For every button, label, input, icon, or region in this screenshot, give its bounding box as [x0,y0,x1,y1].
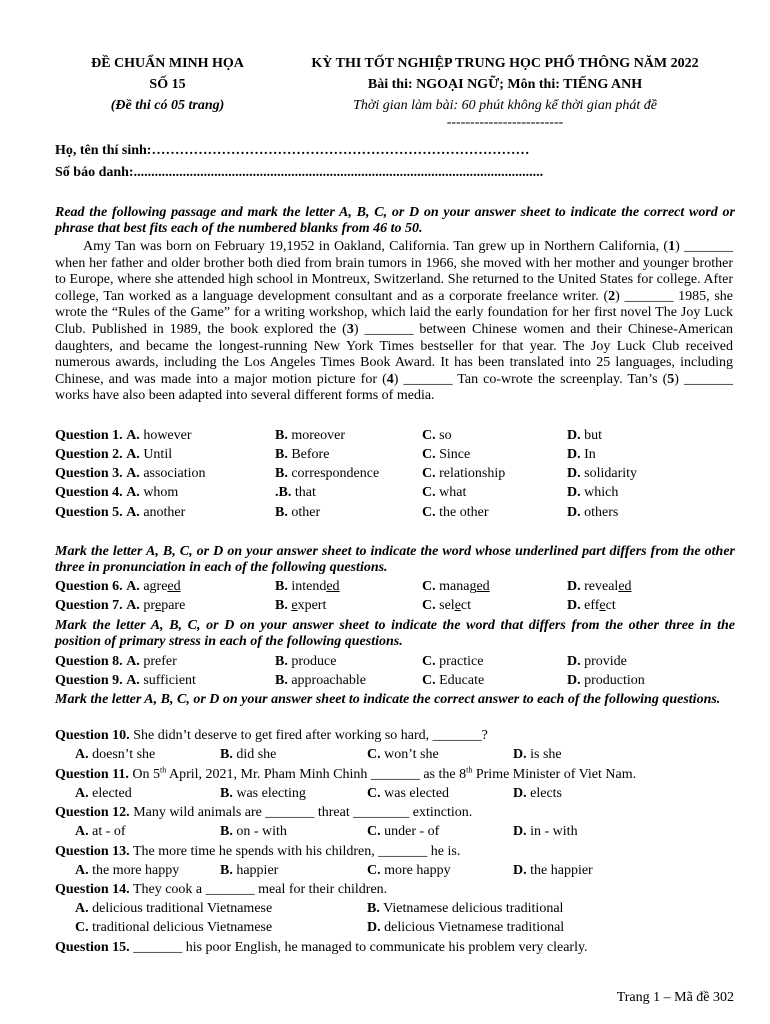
option-d[interactable]: in - with [530,824,578,839]
option-d[interactable] [584,598,616,613]
option-c[interactable]: the other [439,505,489,520]
word-part: agre [143,579,168,594]
option-letter: B. [275,505,288,520]
candidate-id-line: Số báo danh:..................................................................................................................... [55,165,544,180]
option-a[interactable]: another [143,505,186,520]
option-letter: A. [75,747,89,762]
blank-number: 2 [608,288,616,304]
word-part: ct [605,598,616,613]
option-letter: B. [220,824,233,839]
option-c[interactable]: won’t she [384,747,439,762]
option-letter: A. [126,579,140,594]
option-b[interactable]: on - with [236,824,287,839]
option-d[interactable]: production [584,673,645,688]
option-b[interactable]: produce [291,654,337,669]
section1-instruction: Read the following passage and mark the letter A, B, C, or D on your answer sheet to indicate the correct word or phrase that best fits each of the numbered blanks from 46 to 50. [55,205,735,236]
option-b[interactable]: correspondence [291,466,380,481]
question-label: Question 3. [55,466,123,481]
candidate-name-line: Họ, tên thí sinh:……………………………………………………………………… [55,143,530,158]
blank-number: 4 [386,371,394,387]
option-letter: C. [75,920,89,935]
option-a[interactable] [143,579,180,594]
question-label: Question 10. [55,728,130,743]
option-d[interactable]: delicious Vietnamese traditional [384,920,565,935]
underlined-part: e [454,598,461,613]
option-c[interactable]: Educate [439,673,485,688]
underlined-part: e [599,598,606,613]
option-letter: B. [275,447,288,462]
option-b[interactable]: was electing [236,786,306,801]
option-b[interactable]: happier [236,863,279,878]
question-label: Question 15. [55,940,130,955]
option-letter: D. [567,505,581,520]
option-letter: C. [422,579,436,594]
option-letter: C. [422,447,436,462]
underlined-part: ed [618,579,632,594]
option-a[interactable]: association [143,466,206,481]
underlined-part: ed [326,579,340,594]
blank-number: 3 [346,321,354,337]
option-c[interactable]: was elected [384,786,450,801]
exam-number: SỐ 15 [149,77,186,92]
option-c[interactable]: so [439,428,452,443]
question-text: She didn’t deserve to get fired after working so hard, _______? [133,728,488,743]
option-letter: C. [422,466,436,481]
option-letter: D. [367,920,381,935]
option-letter: B. [275,466,288,481]
option-letter: A. [75,901,89,916]
question-label: Question 7. [55,598,123,613]
underlined-part: e [154,598,162,613]
option-b[interactable] [291,598,326,613]
section2-instruction: Mark the letter A, B, C, or D on your answer sheet to indicate the word whose underlined part differs from the other three in pronunciation in each of the following questions. [55,544,735,575]
option-b[interactable] [291,579,339,594]
word-part: pr [143,598,155,613]
option-letter: C. [422,505,436,520]
option-letter: C. [367,824,381,839]
option-b[interactable]: Vietnamese delicious traditional [383,901,564,916]
question-text: The more time he spends with his children, _______ he is. [132,844,461,859]
page-count-note: (Đề thi có 05 trang) [110,98,225,113]
option-letter: D. [513,863,527,878]
question-text: They cook a _______ meal for their children. [132,882,388,897]
option-a[interactable]: sufficient [143,673,196,688]
option-letter: D. [567,579,581,594]
word-part: manag [439,579,477,594]
question-label: Question 4. [55,485,123,500]
option-letter: B. [275,428,288,443]
option-letter: C. [422,673,436,688]
question-text: Many wild animals are _______ threat ________ extinction. [133,805,473,820]
underlined-part: ed [476,579,490,594]
section4-instruction: Mark the letter A, B, C, or D on your answer sheet to indicate the correct answer to each of the following questions. [55,692,721,707]
underlined-part: e [291,598,298,613]
option-letter: D. [567,598,581,613]
option-letter: C. [367,786,381,801]
header-right [280,53,730,130]
option-c[interactable]: what [439,485,467,500]
option-letter: A. [126,466,140,481]
option-letter: B. [275,598,288,613]
option-letter: B. [220,863,233,878]
question-label: Question 14. [55,882,130,897]
question-label: Question 12. [55,805,130,820]
option-b[interactable]: approachable [291,673,366,688]
option-letter: A. [126,673,140,688]
option-letter: C. [422,485,436,500]
question-label: Question 6. [55,579,123,594]
option-a[interactable]: Until [143,447,173,462]
option-b[interactable]: did she [236,747,277,762]
option-letter: D. [513,786,527,801]
option-b[interactable]: that [294,485,316,500]
option-letter: D. [513,824,527,839]
option-a[interactable]: at - of [92,824,126,839]
option-letter: C. [422,428,436,443]
reading-passage [55,239,733,405]
option-d[interactable]: others [584,505,619,520]
option-letter: A. [126,485,140,500]
question-text: April, 2021, Mr. Pham Minh Chinh _______ as the 8 [169,767,467,782]
option-letter: D. [567,654,581,669]
option-letter: C. [422,654,436,669]
blank-number: 5 [667,371,675,387]
option-a[interactable]: elected [92,786,132,801]
exam-title: ĐỀ CHUẨN MINH HỌA [91,56,244,71]
header-divider: ------------------------- [446,115,564,130]
option-letter: A. [126,654,140,669]
option-letter: C. [367,863,381,878]
exam-name: KỲ THI TỐT NGHIỆP TRUNG HỌC PHỔ THÔNG NĂM 2022 [311,56,699,71]
word-part: reveal [584,579,619,594]
question-label: Question 9. [55,673,123,688]
option-c[interactable]: relationship [439,466,506,481]
option-d[interactable]: elects [530,786,562,801]
underlined-part: ed [167,579,181,594]
option-letter: C. [367,747,381,762]
passage-text: ) _______ when her father and older brother both died from brain tumors in 1966, she moved with her mother and younger brother to Europe, where she attended high school in Montreux, Switzerland. She returned to the United States for college. After college, Tan worked as a language development consultant and as a corporate freelance writer. ( [55,239,733,304]
option-b[interactable]: Before [291,447,330,462]
option-a[interactable]: delicious traditional Vietnamese [92,901,273,916]
page-footer: Trang 1 – Mã đề 302 [616,990,734,1005]
question-text: On 5 [132,767,161,782]
passage-text: Amy Tan was born on February 19,1952 in Oakland, California. Tan grew up in Northern California, ( [83,239,669,254]
option-letter: D. [567,428,581,443]
section3-instruction: Mark the letter A, B, C, or D on your answer sheet to indicate the word that differs from the other three in the position of primary stress in each of the following questions. [55,618,735,649]
word-part: intend [291,579,327,594]
option-letter: B. [367,901,380,916]
option-letter: B. [275,579,288,594]
option-d[interactable]: the happier [530,863,593,878]
option-a[interactable]: whom [143,485,179,500]
option-c[interactable] [439,598,471,613]
option-letter: A. [75,863,89,878]
option-d[interactable]: which [584,485,619,500]
subject: Bài thi: NGOẠI NGỮ; Môn thi: TIẾNG ANH [367,77,643,92]
question-label: Question 8. [55,654,123,669]
option-letter: C. [422,598,436,613]
option-b[interactable]: moreover [291,428,345,443]
option-letter: D. [567,673,581,688]
option-b[interactable]: other [291,505,321,520]
option-letter: B. [220,747,233,762]
option-letter: B. [275,673,288,688]
header-left [55,53,280,116]
word-part: pare [161,598,186,613]
question-text: Prime Minister of Viet Nam. [475,767,637,782]
question-label: Question 5. [55,505,123,520]
question-label: Question 2. [55,447,123,462]
option-letter: D. [513,747,527,762]
blank-number: 1 [668,239,676,254]
option-d[interactable]: but [584,428,603,443]
option-letter: A. [126,505,140,520]
option-c[interactable] [439,579,490,594]
option-d[interactable]: In [584,447,596,462]
option-letter: A. [126,447,140,462]
ordinal-suffix: th [466,765,473,775]
word-part: ct [460,598,472,613]
option-c[interactable]: under - of [384,824,440,839]
option-a[interactable]: the more happy [92,863,180,878]
question-label: Question 11. [55,767,129,782]
time-note: Thời gian làm bài: 60 phút không kể thời gian phát đề [353,98,657,113]
option-c[interactable]: Since [439,447,471,462]
option-letter: D. [567,447,581,462]
option-a[interactable]: prefer [143,654,177,669]
option-letter: A. [126,598,140,613]
option-d[interactable]: solidarity [584,466,638,481]
ordinal-suffix: th [160,765,167,775]
passage-text: ) _______ 1985, she wrote the “Rules of the Game” for a writing workshop, which laid the early foundation for her first novel The Joy Luck Club. Published in 1989, the book explored the ( [55,288,733,337]
option-letter: B. [220,786,233,801]
option-d[interactable]: is she [530,747,562,762]
option-a[interactable]: doesn’t she [92,747,156,762]
question-text: _______ his poor English, he managed to communicate his problem very clearly. [133,940,588,955]
option-letter: .B. [275,485,292,500]
option-letter: A. [75,786,89,801]
word-part: xpert [297,598,327,613]
word-part: sel [439,598,455,613]
option-c[interactable]: practice [439,654,484,669]
option-letter: D. [567,466,581,481]
word-part: eff [584,598,600,613]
option-letter: B. [275,654,288,669]
option-a[interactable] [143,598,185,613]
option-a[interactable]: however [143,428,192,443]
option-c[interactable]: more happy [384,863,451,878]
question-label: Question 13. [55,844,130,859]
passage-text: ) _______ works have also been adapted into several different forms of media. [55,371,733,404]
question-label: Question 1. [55,428,123,443]
option-letter: A. [75,824,89,839]
option-c[interactable]: traditional delicious Vietnamese [92,920,273,935]
passage-text: ) _______ between Chinese women and their Chinese-American daughters, and became the longest-running New York Times bestseller for that year. The Joy Luck Club received numerous awards, including the Los Angeles Times Book Award. It has been translated into 25 languages, including Chinese, and was made into a major motion picture for ( [55,321,733,387]
option-d[interactable]: provide [584,654,627,669]
option-letter: D. [567,485,581,500]
passage-text: ) _______ Tan co-wrote the screenplay. Tan’s ( [393,371,668,387]
option-letter: A. [126,428,140,443]
option-d[interactable] [584,579,631,594]
